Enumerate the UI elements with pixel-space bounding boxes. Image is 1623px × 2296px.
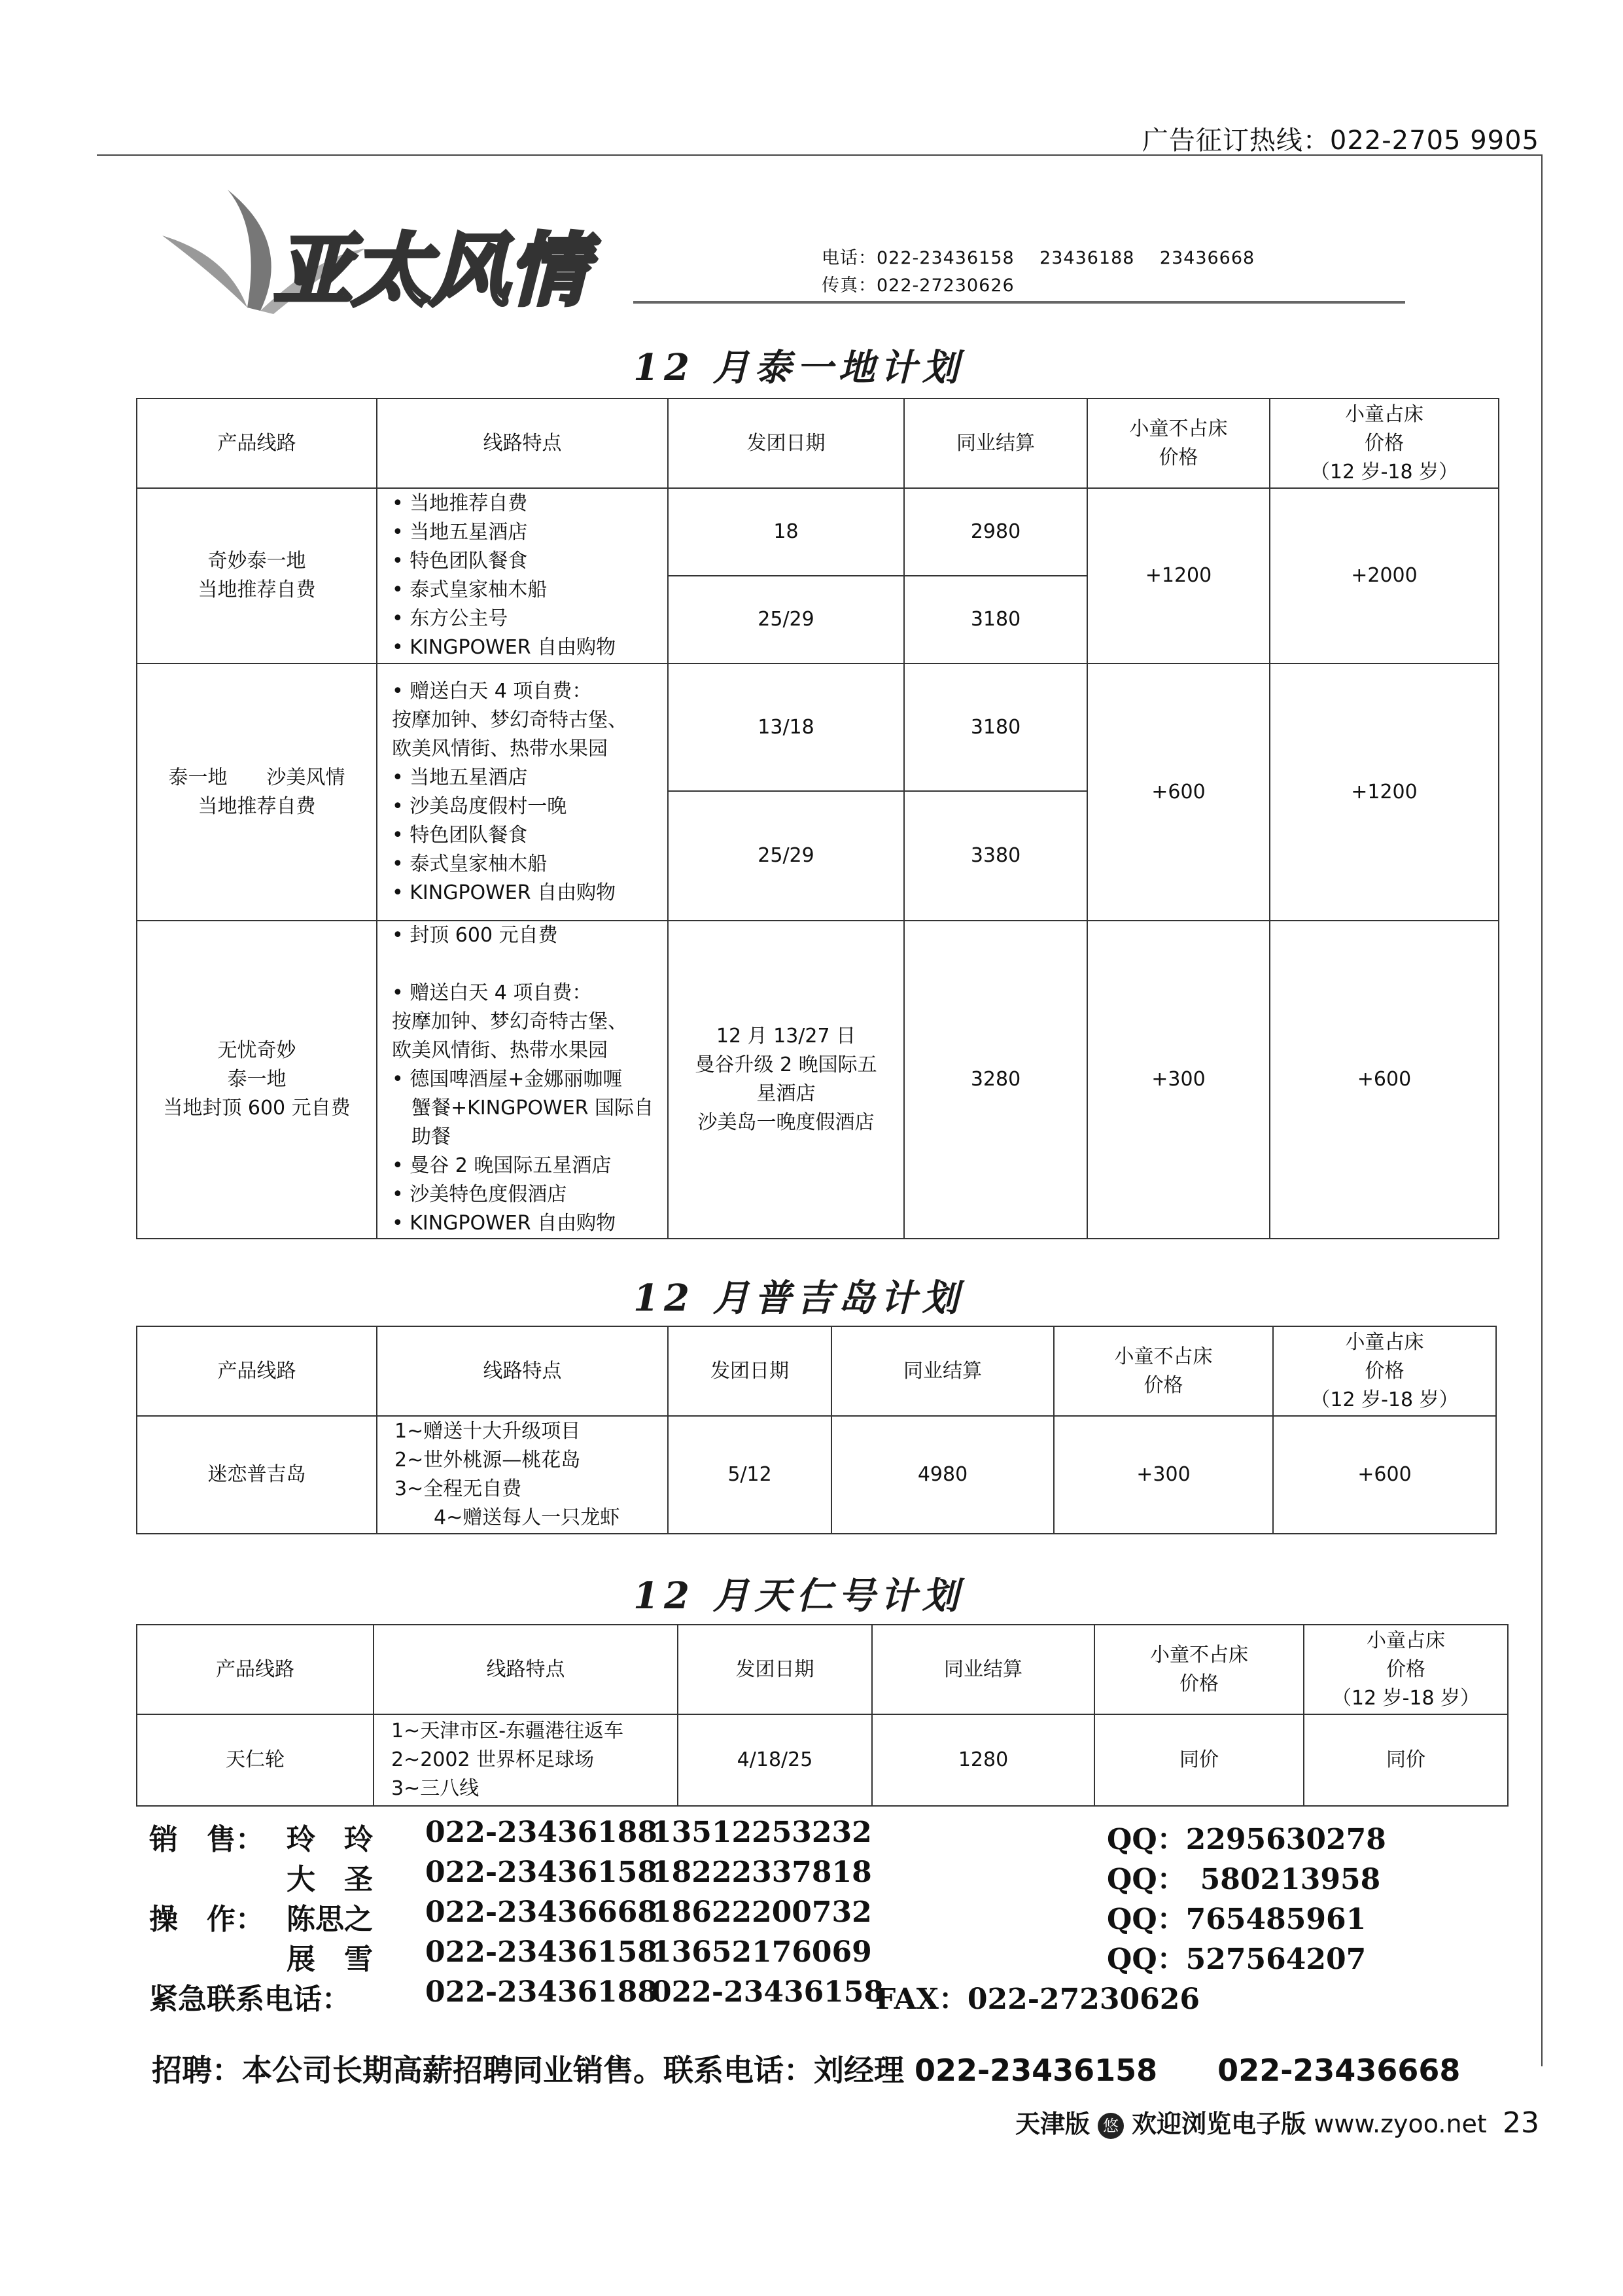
header-date: 发团日期 (668, 398, 904, 488)
route-name: 迷恋普吉岛 (137, 1416, 377, 1534)
header-child-bed: 小童占床 价格 （12 岁-18 岁） (1304, 1625, 1508, 1714)
header-date: 发团日期 (668, 1326, 831, 1416)
route-name: 天仁轮 (137, 1714, 374, 1806)
route-features: 1~赠送十大升级项目 2~世外桃源—桃花岛 3~全程无自费 4~赠送每人一只龙虾 (377, 1416, 668, 1534)
section-title-phuket: 12 月普吉岛计划 (633, 1277, 964, 1320)
child-bed-price: 同价 (1304, 1714, 1508, 1806)
route-features: • 赠送白天 4 项自费： 按摩加钟、梦幻奇特古堡、 欧美风情街、热带水果园 • 当地五星酒店 • 沙美岛度假村一晚 • 特色团队餐食 • 泰式皇家柚木船 • KINGPOWER 自由购物 (377, 663, 668, 921)
departure-date: 4/18/25 (678, 1714, 872, 1806)
header-price: 同业结算 (831, 1326, 1054, 1416)
route-name: 无忧奇妙 泰一地 当地封顶 600 元自费 (137, 921, 377, 1239)
emergency-fax: FAX：022-27230626 (875, 1983, 1200, 2016)
trade-price: 2980 (904, 488, 1087, 576)
site-url[interactable]: www.zyoo.net (1314, 2110, 1487, 2138)
fax-line: 传真：022-27230626 (822, 275, 1015, 296)
route-features: • 封顶 600 元自费 • 赠送白天 4 项自费： 按摩加钟、梦幻奇特古堡、 欧美风情街、热带水果园 • 德国啤酒屋+金娜丽咖喱 蟹餐+KINGPOWER 国际自 助餐 • 曼谷 2 晚国际五星酒店 • 沙美特色度假酒店 • KINGPOWER 自由购物 (377, 921, 668, 1239)
contact-mobile: 18622200732 (652, 1896, 872, 1929)
page-footer (1015, 2104, 1539, 2140)
contact-qq: QQ：765485961 (1107, 1903, 1367, 1936)
route-name: 奇妙泰一地 当地推荐自费 (137, 488, 377, 663)
ad-hotline: 广告征订热线：022-2705 9905 (1142, 126, 1539, 156)
contact-name: 玲 玲 (287, 1823, 373, 1856)
route-features: • 当地推荐自费 • 当地五星酒店 • 特色团队餐食 • 泰式皇家柚木船 • 东方公主号 • KINGPOWER 自由购物 (377, 488, 668, 663)
contact-phone: 022-23436158 (425, 1935, 658, 1969)
emergency-phone-2: 022-23436158 (652, 1975, 884, 2009)
header-features: 线路特点 (377, 398, 668, 488)
company-logo (149, 177, 646, 321)
child-nobed-price: +300 (1087, 921, 1270, 1239)
emergency-label: 紧急联系电话： (149, 1983, 351, 2016)
departure-date: 25/29 (668, 576, 904, 663)
header-route: 产品线路 (137, 1625, 374, 1714)
contact-qq: QQ：2295630278 (1107, 1823, 1386, 1856)
departure-date: 5/12 (668, 1416, 831, 1534)
header-price: 同业结算 (904, 398, 1087, 488)
magazine-badge-icon: 悠 (1098, 2113, 1124, 2139)
contact-qq: QQ： 580213958 (1107, 1863, 1381, 1896)
child-nobed-price: +1200 (1087, 488, 1270, 663)
child-bed-price: +600 (1270, 921, 1499, 1239)
trade-price: 3380 (904, 791, 1087, 921)
thailand-table (136, 398, 1499, 1239)
trade-price: 3180 (904, 576, 1087, 663)
trade-price: 3280 (904, 921, 1087, 1239)
child-nobed-price: 同价 (1094, 1714, 1304, 1806)
header-features: 线路特点 (374, 1625, 678, 1714)
child-bed-price: +2000 (1270, 488, 1499, 663)
trade-price: 4980 (831, 1416, 1054, 1534)
header-price: 同业结算 (872, 1625, 1094, 1714)
contact-role: 操 作： (149, 1903, 264, 1936)
header-route: 产品线路 (137, 398, 377, 488)
contact-role: 销 售： (149, 1823, 264, 1856)
company-contact (822, 245, 1255, 300)
header-child-bed: 小童占床 价格 （12 岁-18 岁） (1273, 1326, 1496, 1416)
edition-label: 天津版 (1015, 2110, 1090, 2138)
child-nobed-price: +300 (1054, 1416, 1273, 1534)
header-rule (633, 301, 1405, 304)
page-number: 23 (1503, 2106, 1539, 2140)
contact-name: 大 圣 (287, 1863, 373, 1896)
recruit-notice: 招聘：本公司长期高薪招聘同业销售。联系电话：刘经理 022-23436158 022-23436668 (152, 2053, 1461, 2088)
header-child-nobed: 小童不占床 价格 (1054, 1326, 1273, 1416)
section-title-tianren: 12 月天仁号计划 (633, 1574, 964, 1617)
route-name: 泰一地 沙美风情 当地推荐自费 (137, 663, 377, 921)
contact-phone: 022-23436158 (425, 1856, 658, 1889)
trade-price: 1280 (872, 1714, 1094, 1806)
header-child-nobed: 小童不占床 价格 (1087, 398, 1270, 488)
departure-date: 25/29 (668, 791, 904, 921)
child-bed-price: +1200 (1270, 663, 1499, 921)
contact-phone: 022-23436668 (425, 1896, 658, 1929)
contact-mobile: 13652176069 (652, 1935, 872, 1969)
departure-date: 13/18 (668, 663, 904, 791)
welcome-text: 欢迎浏览电子版 (1132, 2110, 1306, 2138)
header-child-nobed: 小童不占床 价格 (1094, 1625, 1304, 1714)
contact-qq: QQ：527564207 (1107, 1943, 1367, 1976)
header-route: 产品线路 (137, 1326, 377, 1416)
departure-date: 18 (668, 488, 904, 576)
route-features: 1~天津市区-东疆港往返车 2~2002 世界杯足球场 3~三八线 (374, 1714, 678, 1806)
header-date: 发团日期 (678, 1625, 872, 1714)
child-nobed-price: +600 (1087, 663, 1270, 921)
logo-text: 亚太风情 (273, 224, 587, 317)
header-features: 线路特点 (377, 1326, 668, 1416)
contact-name: 陈思之 (287, 1903, 373, 1936)
contact-name: 展 雪 (287, 1943, 373, 1976)
emergency-phone: 022-23436188 (425, 1975, 658, 2009)
child-bed-price: +600 (1273, 1416, 1496, 1534)
contact-mobile: 18222337818 (652, 1856, 872, 1889)
tianren-table (136, 1624, 1509, 1807)
section-title-thailand: 12 月泰一地计划 (633, 346, 964, 389)
contact-mobile: 13512253232 (652, 1816, 872, 1849)
phuket-table (136, 1326, 1497, 1534)
phone-line: 电话：022-23436158 23436188 23436668 (822, 248, 1255, 268)
contact-phone: 022-23436188 (425, 1816, 658, 1849)
departure-date: 12 月 13/27 日 曼谷升级 2 晚国际五 星酒店 沙美岛一晚度假酒店 (668, 921, 904, 1239)
header-child-bed: 小童占床 价格 （12 岁-18 岁） (1270, 398, 1499, 488)
trade-price: 3180 (904, 663, 1087, 791)
